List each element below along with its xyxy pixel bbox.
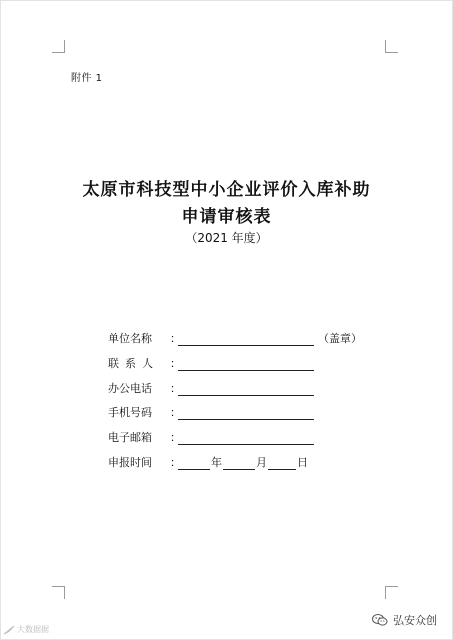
year-note: （2021 年度） — [185, 231, 268, 245]
year-unit: 年 — [211, 456, 222, 469]
form-row-mobile-number — [108, 404, 314, 420]
email-field[interactable] — [178, 432, 314, 445]
month-field[interactable] — [223, 457, 255, 470]
day-unit: 日 — [297, 456, 308, 469]
field-label-email: 电子邮箱 — [108, 431, 152, 444]
field-colon: ： — [170, 332, 181, 345]
feather-icon — [3, 625, 15, 635]
watermark-left — [3, 624, 49, 635]
company-name-field[interactable] — [178, 333, 314, 346]
form-row-contact-person — [108, 355, 314, 371]
watermark-left-text: 大数据据 — [17, 625, 49, 634]
seal-note: （盖章） — [318, 332, 362, 345]
attachment-label: 附件 1 — [71, 73, 103, 84]
year-field[interactable] — [178, 457, 210, 470]
field-colon: ： — [170, 406, 181, 419]
wechat-icon — [372, 613, 388, 627]
form-row-application-date — [108, 454, 309, 470]
crop-mark-top-right — [385, 40, 398, 53]
field-label-company-name: 单位名称 — [108, 332, 152, 345]
crop-mark-bottom-left — [52, 586, 65, 599]
form-row-office-phone — [108, 380, 314, 396]
mobile-number-field[interactable] — [178, 407, 314, 420]
document-title-line1: 太原市科技型中小企业评价入库补助 — [82, 180, 371, 200]
document-title-line2: 申请审核表 — [181, 207, 272, 227]
form-row-email — [108, 429, 314, 445]
crop-mark-top-left — [52, 40, 65, 53]
contact-person-field[interactable] — [178, 358, 314, 371]
watermark-right-text: 弘安众创 — [393, 614, 437, 627]
field-label-mobile-number: 手机号码 — [108, 406, 152, 419]
office-phone-field[interactable] — [178, 383, 314, 396]
crop-mark-bottom-right — [385, 586, 398, 599]
form-row-company-name — [108, 330, 362, 346]
watermark-right — [372, 612, 437, 628]
field-colon: ： — [170, 382, 181, 395]
field-colon: ： — [170, 357, 181, 370]
month-unit: 月 — [256, 456, 267, 469]
field-colon: ： — [170, 431, 181, 444]
field-label-office-phone: 办公电话 — [108, 382, 152, 395]
day-field[interactable] — [268, 457, 296, 470]
field-label-contact-person: 联系人 — [108, 357, 159, 370]
field-label-application-date: 申报时间 — [108, 456, 152, 469]
field-colon: ： — [170, 456, 181, 469]
